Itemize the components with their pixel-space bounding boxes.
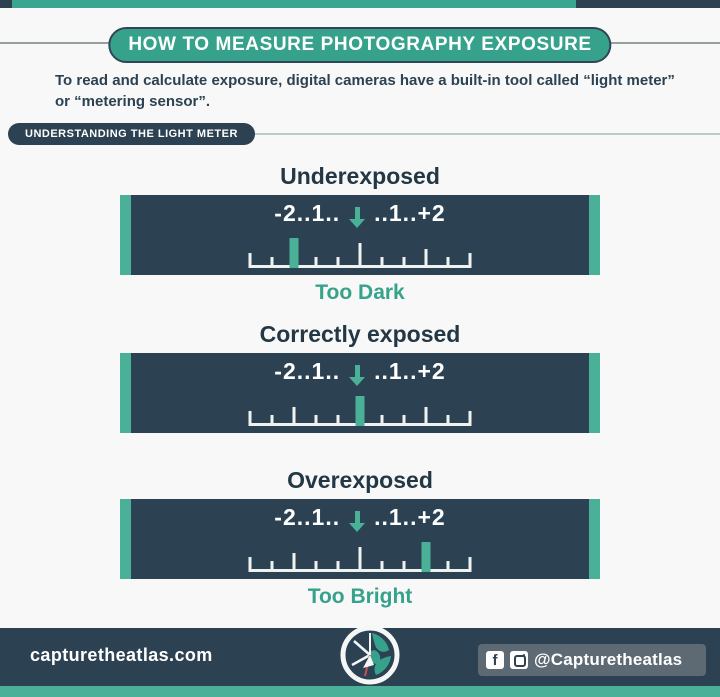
ev-ruler: [250, 234, 470, 268]
meter-caption: Too Bright: [307, 585, 413, 608]
meter-overexposed: [0, 464, 720, 610]
ev-ruler: [250, 538, 470, 572]
ev-ruler: [250, 392, 470, 426]
footer-accent-strip: [0, 686, 720, 697]
meter-correctly-exposed: [0, 318, 720, 464]
capture-the-atlas-logo-icon: [339, 624, 401, 686]
intro-paragraph: To read and calculate exposure, digital cameras have a built-in tool called “light meter” or “metering sensor”.: [55, 72, 675, 111]
ev-scale-left: -2..1..: [274, 200, 341, 226]
ev-scale-text: [120, 358, 600, 386]
ruler-tick: [425, 249, 428, 268]
ruler-tick: [271, 415, 274, 426]
ruler-tick: [315, 415, 318, 426]
zero-point-arrow-icon: [349, 365, 365, 386]
page-title: HOW TO MEASURE PHOTOGRAPHY EXPOSURE: [108, 27, 611, 63]
ruler-tick: [315, 257, 318, 268]
section-label: UNDERSTANDING THE LIGHT METER: [8, 123, 255, 145]
zero-point-arrow-icon: [349, 207, 365, 228]
ruler-tick: [337, 561, 340, 572]
meter-caption: [0, 438, 720, 464]
meter-heading: Overexposed: [287, 467, 433, 493]
instagram-icon: [510, 651, 528, 669]
ruler-tick: [425, 407, 428, 426]
ev-scale-text: [120, 504, 600, 532]
ruler-tick: [271, 257, 274, 268]
ruler-tick: [447, 415, 450, 426]
top-strip-navy-left: [0, 0, 12, 8]
ruler-tick: [381, 257, 384, 268]
ruler-tick: [469, 557, 472, 572]
ruler-tick: [403, 257, 406, 268]
ruler-tick: [337, 415, 340, 426]
ruler-tick: [271, 561, 274, 572]
ruler-tick: [381, 561, 384, 572]
light-meter-bar: [120, 195, 600, 275]
top-accent-strip: [0, 0, 720, 8]
section-rule-line: [248, 133, 720, 135]
exposure-marker: [422, 542, 431, 572]
ruler-tick: [403, 415, 406, 426]
ruler-tick: [249, 253, 252, 268]
ruler-tick: [447, 257, 450, 268]
ruler-tick: [447, 561, 450, 572]
ruler-tick: [337, 257, 340, 268]
meter-caption: Too Dark: [315, 281, 405, 304]
website-url: capturetheatlas.com: [30, 645, 213, 665]
meter-heading: Underexposed: [280, 163, 440, 189]
ev-scale-right: ..1..+2: [374, 200, 446, 226]
ev-scale-left: -2..1..: [274, 504, 341, 530]
ruler-tick: [381, 415, 384, 426]
ev-scale-left: -2..1..: [274, 358, 341, 384]
ruler-tick: [293, 407, 296, 426]
exposure-marker: [290, 238, 299, 268]
top-strip-navy-right: [576, 0, 720, 8]
ev-scale-right: ..1..+2: [374, 504, 446, 530]
light-meter-bar: [120, 353, 600, 433]
ruler-tick: [249, 557, 252, 572]
ruler-tick: [249, 411, 252, 426]
light-meter-bar: [120, 499, 600, 579]
social-handle: @Capturetheatlas: [534, 650, 683, 669]
exposure-marker: [356, 396, 365, 426]
ruler-tick: [359, 243, 362, 268]
social-badge: [478, 644, 706, 676]
facebook-icon: f: [486, 651, 504, 669]
ruler-tick: [359, 547, 362, 572]
ruler-tick: [469, 411, 472, 426]
meter-heading: Correctly exposed: [259, 321, 461, 347]
top-strip-teal: [12, 0, 576, 8]
ruler-tick: [315, 561, 318, 572]
ev-scale-right: ..1..+2: [374, 358, 446, 384]
ev-scale-text: [120, 200, 600, 228]
ruler-tick: [469, 253, 472, 268]
zero-point-arrow-icon: [349, 511, 365, 532]
meter-underexposed: [0, 160, 720, 306]
ruler-tick: [293, 553, 296, 572]
ruler-tick: [403, 561, 406, 572]
